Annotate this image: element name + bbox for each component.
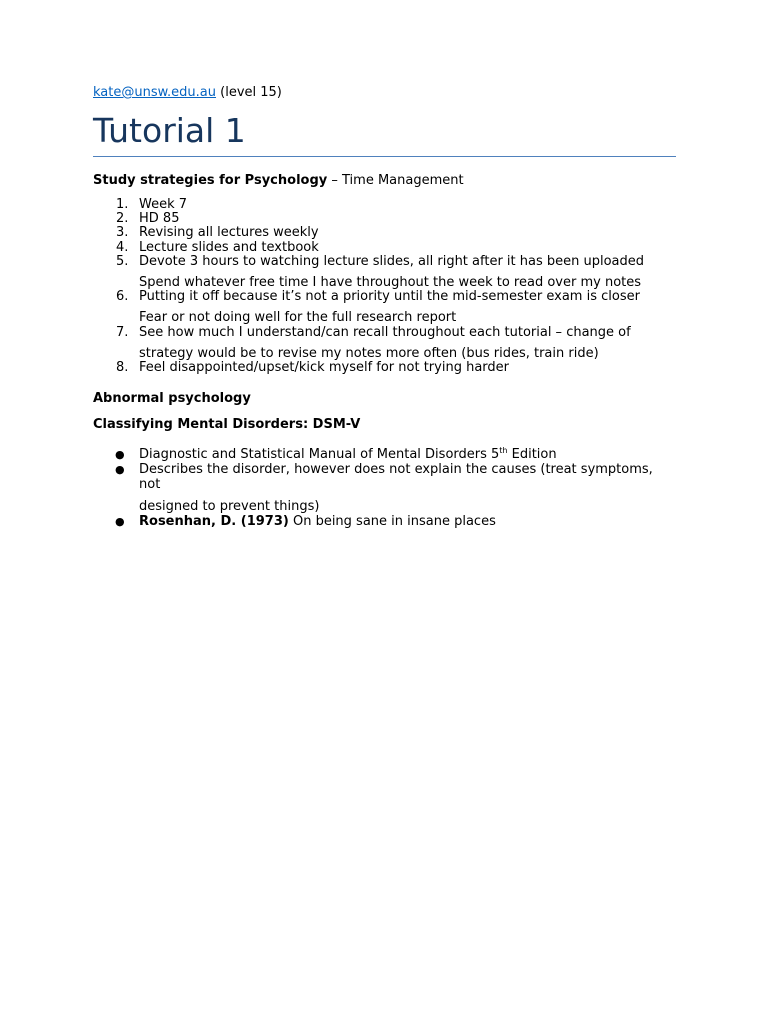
list-number: 6.: [116, 289, 129, 305]
list-item: [93, 326, 676, 361]
bullet-icon: ●: [115, 515, 125, 529]
citation-bold: Rosenhan, D. (1973): [139, 514, 289, 530]
list-number: 1.: [116, 197, 129, 212]
list-item-text: Feel disappointed/upset/kick myself for not trying harder: [139, 360, 509, 376]
list-item: [93, 462, 676, 514]
section-heading-dsm: Classifying Mental Disorders: DSM-V: [93, 417, 361, 433]
bullet-icon: ●: [115, 448, 125, 462]
list-item: [93, 447, 676, 462]
email-link[interactable]: kate@unsw.edu.au: [93, 85, 217, 100]
list-item-text: See how much I understand/can recall throughout each tutorial – change of: [139, 324, 631, 340]
section-heading-study-strategies: [93, 172, 676, 190]
list-item-text: HD 85: [139, 211, 180, 227]
list-item-text: Revising all lectures weekly: [139, 225, 319, 241]
bullet-text-end: Edition: [507, 447, 557, 463]
list-item-continuation: strategy would be to revise my notes more often (bus rides, train ride): [139, 345, 599, 361]
list-item-continuation: Spend whatever free time I have throughout the week to read over my notes: [139, 275, 642, 291]
document-page: [93, 84, 676, 529]
bullet-text: Describes the disorder, however does not explain the causes (treat symptoms, not: [139, 462, 653, 493]
bullet-icon: ●: [115, 463, 125, 477]
bullet-continuation: designed to prevent things): [139, 499, 320, 515]
list-item: [93, 255, 676, 290]
list-number: 4.: [116, 239, 129, 255]
list-item: [93, 226, 676, 240]
list-item-text: Devote 3 hours to watching lecture slides, all right after it has been uploaded: [139, 253, 645, 269]
list-item: [93, 198, 676, 212]
list-item-text: Lecture slides and textbook: [139, 239, 319, 255]
list-item-text: Putting it off because it’s not a priority until the mid-semester exam is closer: [139, 289, 640, 305]
heading-rest-part: – Time Management: [327, 173, 464, 188]
list-number: 5.: [116, 253, 129, 269]
list-number: 2.: [116, 211, 129, 227]
list-number: 7.: [116, 324, 129, 340]
list-item: [93, 290, 676, 325]
list-number: 8.: [116, 360, 129, 376]
study-strategies-list: [93, 198, 676, 375]
dsm-bullet-list: [93, 447, 676, 529]
document-title: Tutorial 1: [93, 111, 676, 157]
bullet-text: Diagnostic and Statistical Manual of Mental Disorders 5: [139, 447, 500, 463]
list-item-text: Week 7: [139, 197, 188, 212]
section-heading-abnormal-psychology: Abnormal psychology: [93, 391, 251, 407]
list-item: [93, 241, 676, 255]
superscript-text: th: [499, 446, 508, 456]
location-text: (level 15): [216, 85, 282, 100]
list-item: [93, 361, 676, 375]
heading-bold-part: Study strategies for Psychology: [93, 173, 328, 188]
contact-line: [93, 84, 676, 102]
list-item: [93, 212, 676, 226]
list-number: 3.: [116, 225, 129, 241]
list-item: [93, 514, 676, 529]
bullet-text: On being sane in insane places: [288, 514, 496, 530]
list-item-continuation: Fear or not doing well for the full research report: [139, 310, 457, 326]
